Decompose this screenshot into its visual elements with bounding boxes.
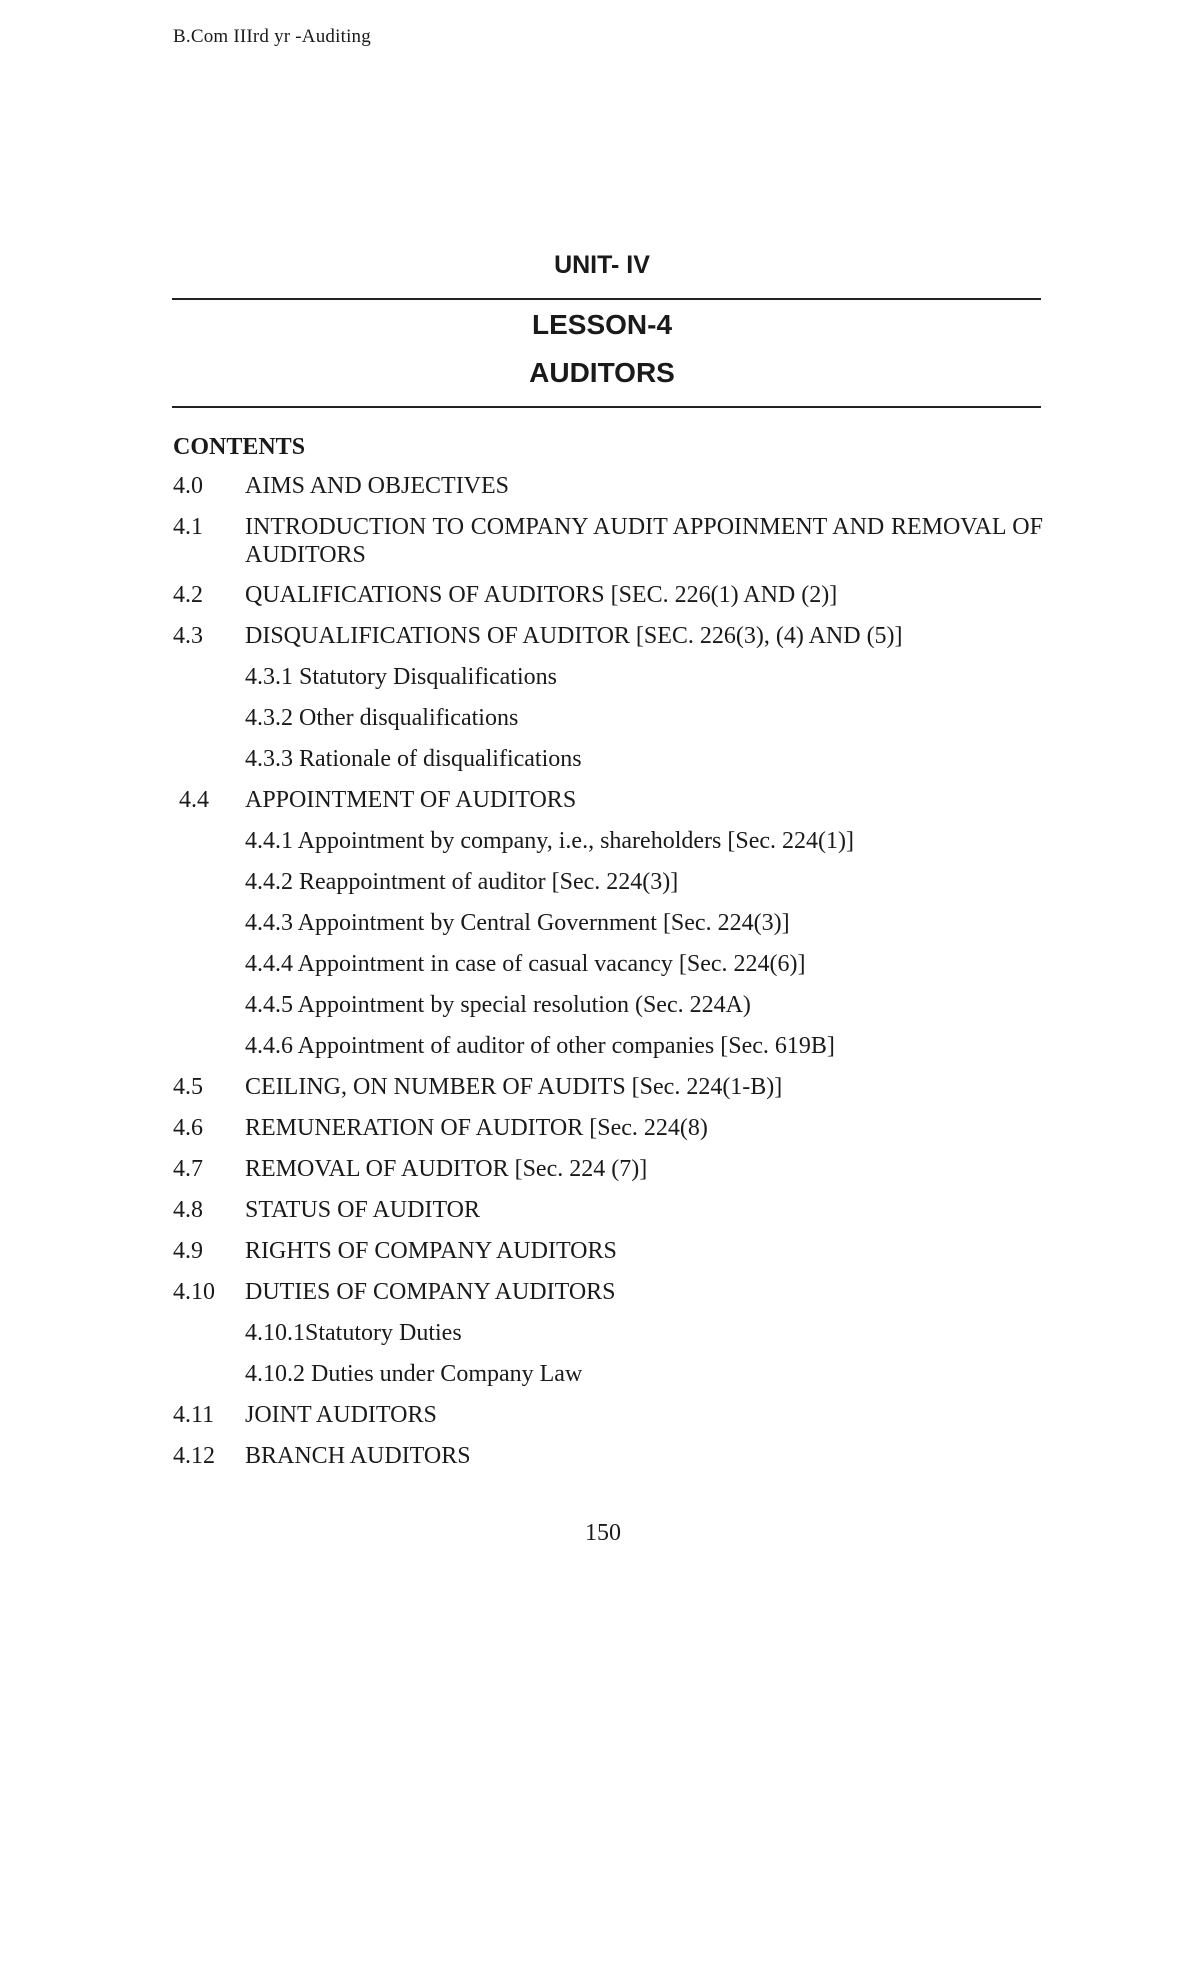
toc-subentry (173, 909, 1043, 937)
toc-subentry (173, 868, 1043, 896)
toc-entry-title: STATUS OF AUDITOR (245, 1197, 481, 1223)
toc-entry-number: 4.2 (173, 582, 203, 608)
toc-entry-title: REMOVAL OF AUDITOR [Sec. 224 (7)] (245, 1156, 648, 1182)
toc-subentry-title: 4.10.1Statutory Duties (245, 1320, 462, 1346)
toc-entry-title: DISQUALIFICATIONS OF AUDITOR [SEC. 226(3), (4) AND (5)] (245, 623, 903, 649)
toc-entry-title: AIMS AND OBJECTIVES (245, 473, 510, 499)
running-header: B.Com IIIrd yr -Auditing (173, 26, 371, 47)
toc-entry (173, 622, 1043, 650)
toc-entry-number: 4.9 (173, 1238, 203, 1264)
toc-entry-title: APPOINTMENT OF AUDITORS (245, 787, 577, 813)
toc-subentry-title: 4.4.3 Appointment by Central Government [Sec. 224(3)] (245, 910, 790, 936)
toc-subentry (173, 827, 1043, 855)
toc-entry-title: RIGHTS OF COMPANY AUDITORS (245, 1238, 617, 1264)
toc-entry-title: QUALIFICATIONS OF AUDITORS [SEC. 226(1) AND (2)] (245, 582, 838, 608)
toc-subentry (173, 1360, 1043, 1388)
toc-entry-number: 4.10 (173, 1279, 215, 1305)
toc-entry-title: JOINT AUDITORS (245, 1402, 437, 1428)
toc-entry (173, 1073, 1043, 1101)
bottom-rule (172, 406, 1041, 408)
toc-entry-title: BRANCH AUDITORS (245, 1443, 471, 1469)
toc-entry-number: 4.0 (173, 473, 203, 499)
toc-entry (173, 1401, 1043, 1429)
toc-entry-title: DUTIES OF COMPANY AUDITORS (245, 1279, 616, 1305)
toc-entry (173, 1442, 1043, 1470)
toc-entry (173, 1237, 1043, 1265)
toc-subentry (173, 745, 1043, 773)
toc-subentry-title: 4.3.1 Statutory Disqualifications (245, 664, 557, 690)
contents-heading: CONTENTS (173, 434, 306, 460)
toc-subentry (173, 950, 1043, 978)
toc-subentry (173, 704, 1043, 732)
toc-subentry (173, 1319, 1043, 1347)
toc-entry-title: REMUNERATION OF AUDITOR [Sec. 224(8) (245, 1115, 708, 1141)
page-number: 150 (585, 1520, 621, 1546)
lesson-number: LESSON-4 (531, 309, 673, 340)
toc-entry (173, 513, 1043, 569)
toc-entry (173, 1278, 1043, 1306)
table-of-contents (173, 472, 1043, 1483)
toc-entry-number: 4.11 (173, 1402, 215, 1428)
toc-entry (173, 1114, 1043, 1142)
toc-subentry (173, 663, 1043, 691)
toc-subentry-title: 4.4.4 Appointment in case of casual vacancy [Sec. 224(6)] (245, 951, 806, 977)
toc-entry-number: 4.3 (173, 623, 203, 649)
toc-entry-title: CEILING, ON NUMBER OF AUDITS [Sec. 224(1-B)] (245, 1074, 783, 1100)
top-rule (172, 298, 1041, 300)
toc-entry (173, 786, 1043, 814)
toc-subentry (173, 1032, 1043, 1060)
toc-entry-number: 4.1 (173, 514, 203, 540)
toc-entry-number: 4.12 (173, 1443, 215, 1469)
toc-entry-number: 4.7 (173, 1156, 203, 1182)
lesson-title: AUDITORS (529, 357, 675, 388)
toc-entry (173, 1155, 1043, 1183)
toc-entry-number: 4.8 (173, 1197, 203, 1223)
unit-title: UNIT- IV (554, 251, 650, 279)
toc-entry-number: 4.5 (173, 1074, 203, 1100)
toc-entry (173, 1196, 1043, 1224)
toc-entry-title: INTRODUCTION TO COMPANY AUDIT APPOINMENT AND REMOVAL OF AUDITORS (245, 514, 1043, 568)
toc-subentry-title: 4.4.6 Appointment of auditor of other companies [Sec. 619B] (245, 1033, 835, 1059)
toc-subentry-title: 4.3.2 Other disqualifications (245, 705, 519, 731)
toc-entry-number: 4.6 (173, 1115, 203, 1141)
toc-subentry-title: 4.3.3 Rationale of disqualifications (245, 746, 582, 772)
toc-entry (173, 581, 1043, 609)
toc-subentry-title: 4.4.1 Appointment by company, i.e., shareholders [Sec. 224(1)] (245, 828, 854, 854)
toc-subentry-title: 4.10.2 Duties under Company Law (245, 1361, 583, 1387)
toc-subentry-title: 4.4.2 Reappointment of auditor [Sec. 224(3)] (245, 869, 679, 895)
toc-entry (173, 472, 1043, 500)
toc-subentry-title: 4.4.5 Appointment by special resolution (Sec. 224A) (245, 992, 751, 1018)
toc-subentry (173, 991, 1043, 1019)
toc-entry-number: 4.4 (179, 787, 209, 813)
